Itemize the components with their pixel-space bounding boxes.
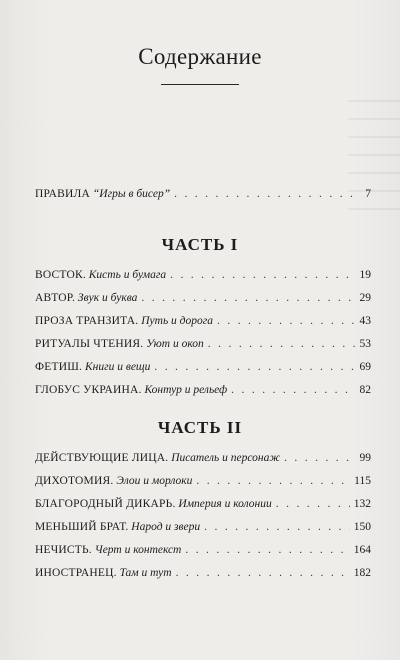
entry-subtitle: Кисть и бумага — [88, 269, 167, 281]
entry-page-number: 7 — [365, 188, 371, 200]
entry-subtitle: Звук и буква — [77, 292, 138, 304]
entry-page-number: 99 — [359, 452, 371, 464]
entry-page-number: 150 — [353, 521, 371, 533]
entry-page-number: 43 — [359, 315, 371, 327]
entry-caps: ДИХОТОМИЯ. — [35, 475, 114, 487]
toc-entry[interactable] — [35, 269, 371, 289]
entry-caps: ДЕЙСТВУЮЩИЕ ЛИЦА. — [35, 452, 169, 464]
entry-caps: ФЕТИШ. — [35, 361, 83, 373]
entry-caps: БЛАГОРОДНЫЙ ДИКАРЬ. — [35, 498, 176, 510]
leader-dots — [208, 338, 356, 350]
entry-page-number: 164 — [353, 544, 371, 556]
toc-entry[interactable] — [35, 338, 371, 358]
toc-entry-intro[interactable] — [35, 188, 371, 208]
entry-page-number: 29 — [359, 292, 371, 304]
entry-subtitle: Там и тут — [119, 567, 172, 579]
entry-caps: НЕЧИСТЬ. — [35, 544, 92, 556]
leader-dots — [154, 361, 355, 373]
entry-subtitle: Империя и колонии — [178, 498, 272, 510]
entry-page-number: 182 — [353, 567, 371, 579]
leader-dots — [231, 384, 355, 396]
entry-page-number: 82 — [359, 384, 371, 396]
entry-subtitle: Книги и вещи — [85, 361, 151, 373]
entry-caps: АВТОР. — [35, 292, 76, 304]
leader-dots — [170, 269, 355, 281]
entry-caps: РИТУАЛЫ ЧТЕНИЯ. — [35, 338, 144, 350]
toc-entry[interactable] — [35, 521, 371, 541]
leader-dots — [141, 292, 355, 304]
entry-subtitle: Писатель и персонаж — [171, 452, 281, 464]
toc-entry[interactable] — [35, 384, 371, 404]
title-underline — [161, 84, 239, 85]
toc-entry[interactable] — [35, 544, 371, 564]
entry-page-number: 69 — [359, 361, 371, 373]
toc-entry[interactable] — [35, 452, 371, 472]
leader-dots — [185, 544, 349, 556]
toc-entry[interactable] — [35, 567, 371, 587]
leader-dots — [174, 188, 361, 200]
part-heading-1: ЧАСТЬ I — [161, 235, 239, 254]
toc-entry[interactable] — [35, 475, 371, 495]
leader-dots — [276, 498, 350, 510]
toc-entry[interactable] — [35, 361, 371, 381]
leader-dots — [176, 567, 350, 579]
entry-subtitle: “Игры в бисер” — [92, 188, 171, 200]
entry-caps: ПРАВИЛА — [35, 188, 91, 200]
entry-subtitle: Контур и рельеф — [144, 384, 228, 396]
toc-entry[interactable] — [35, 498, 371, 518]
entry-caps: МЕНЬШИЙ БРАТ. — [35, 521, 129, 533]
entry-subtitle: Уют и окоп — [146, 338, 204, 350]
entry-page-number: 19 — [359, 269, 371, 281]
entry-caps: ГЛОБУС УКРАИНА. — [35, 384, 142, 396]
entry-caps: ИНОСТРАНЕЦ. — [35, 567, 117, 579]
leader-dots — [284, 452, 355, 464]
toc-entry[interactable] — [35, 292, 371, 312]
leader-dots — [217, 315, 356, 327]
entry-subtitle: Элои и морлоки — [116, 475, 193, 487]
entry-subtitle: Путь и дорога — [141, 315, 213, 327]
entry-page-number: 115 — [354, 475, 371, 487]
entry-caps: ПРОЗА ТРАНЗИТА. — [35, 315, 139, 327]
leader-dots — [196, 475, 350, 487]
toc-entry[interactable] — [35, 315, 371, 335]
part-heading-2: ЧАСТЬ II — [157, 418, 243, 437]
entry-subtitle: Черт и контекст — [94, 544, 182, 556]
entry-page-number: 132 — [353, 498, 371, 510]
entry-page-number: 53 — [359, 338, 371, 350]
entry-caps: ВОСТОК. — [35, 269, 86, 281]
page-title: Содержание — [138, 44, 262, 69]
entry-subtitle: Народ и звери — [131, 521, 201, 533]
leader-dots — [204, 521, 350, 533]
